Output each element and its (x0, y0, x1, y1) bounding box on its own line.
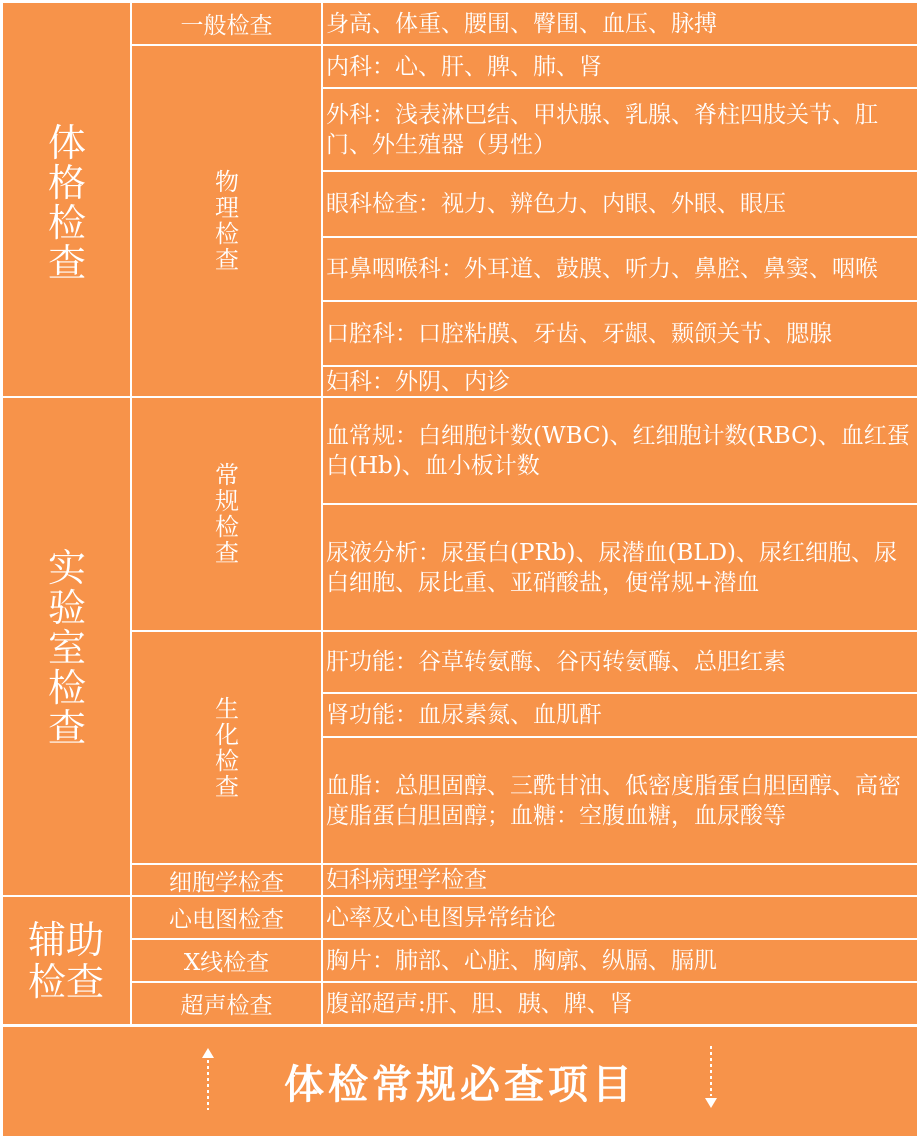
footer-banner (3, 1027, 917, 1136)
category-lab: 实验室检查 (47, 546, 86, 750)
item-eye: 眼科检查：视力、辨色力、内眼、外眼、眼压 (326, 191, 786, 217)
sub-general: 一般检查 (180, 13, 273, 39)
item-ultrasound: 腹部超声:肝、胆、胰、脾、肾 (326, 990, 633, 1017)
arrow-up-icon (198, 1048, 218, 1110)
arrow-down-icon (701, 1046, 721, 1108)
item-gyn: 妇科：外阴、内诊 (326, 368, 510, 395)
item-general: 身高、体重、腰围、臀围、血压、脉搏 (326, 10, 717, 37)
item-surgery: 外科：浅表淋巴结、甲状腺、乳腺、脊柱四肢关节、肛门、外生殖器（男性） (326, 101, 878, 158)
item-cytology: 妇科病理学检查 (326, 867, 487, 893)
sub-ecg: 心电图检查 (169, 907, 284, 933)
sub-ultrasound: 超声检查 (180, 993, 273, 1019)
sub-cytology: 细胞学检查 (169, 869, 284, 896)
category-physical: 体格检查 (47, 121, 86, 285)
item-ent: 耳鼻咽喉科：外耳道、鼓膜、听力、鼻腔、鼻窦、咽喉 (326, 256, 878, 282)
exam-table (3, 3, 917, 1136)
sub-biochem: 生化检查 (215, 694, 239, 801)
item-oral: 口腔科：口腔粘膜、牙齿、牙龈、颞颌关节、腮腺 (326, 320, 832, 347)
sub-routine: 常规检查 (215, 461, 239, 567)
item-kidney: 肾功能：血尿素氮、血肌酐 (326, 702, 602, 728)
item-internal: 内科：心、肝、脾、肺、肾 (326, 53, 602, 80)
item-blood-routine: 血常规：白细胞计数(WBC)、红细胞计数(RBC)、血红蛋白(Hb)、血小板计数 (326, 422, 910, 479)
item-ecg: 心率及心电图异常结论 (326, 904, 556, 931)
category-aux: 辅助检查 (27, 917, 104, 1004)
item-xray: 胸片：肺部、心脏、胸廓、纵膈、膈肌 (326, 947, 717, 974)
item-urine: 尿液分析：尿蛋白(PRb)、尿潜血(BLD)、尿红细胞、尿白细胞、尿比重、亚硝酸盐，便常规+潜血 (326, 539, 898, 596)
item-lipids: 血脂：总胆固醇、三酰甘油、低密度脂蛋白胆固醇、高密度脂蛋白胆固醇；血糖：空腹血糖，血尿酸等 (326, 772, 901, 829)
divider (321, 3, 323, 1027)
item-liver: 肝功能：谷草转氨酶、谷丙转氨酶、总胆红素 (326, 649, 786, 675)
sub-physical-exam: 物理检查 (215, 168, 239, 274)
footer-title: 体检常规必查项目 (284, 1061, 636, 1108)
sub-xray: X线检查 (183, 950, 270, 976)
